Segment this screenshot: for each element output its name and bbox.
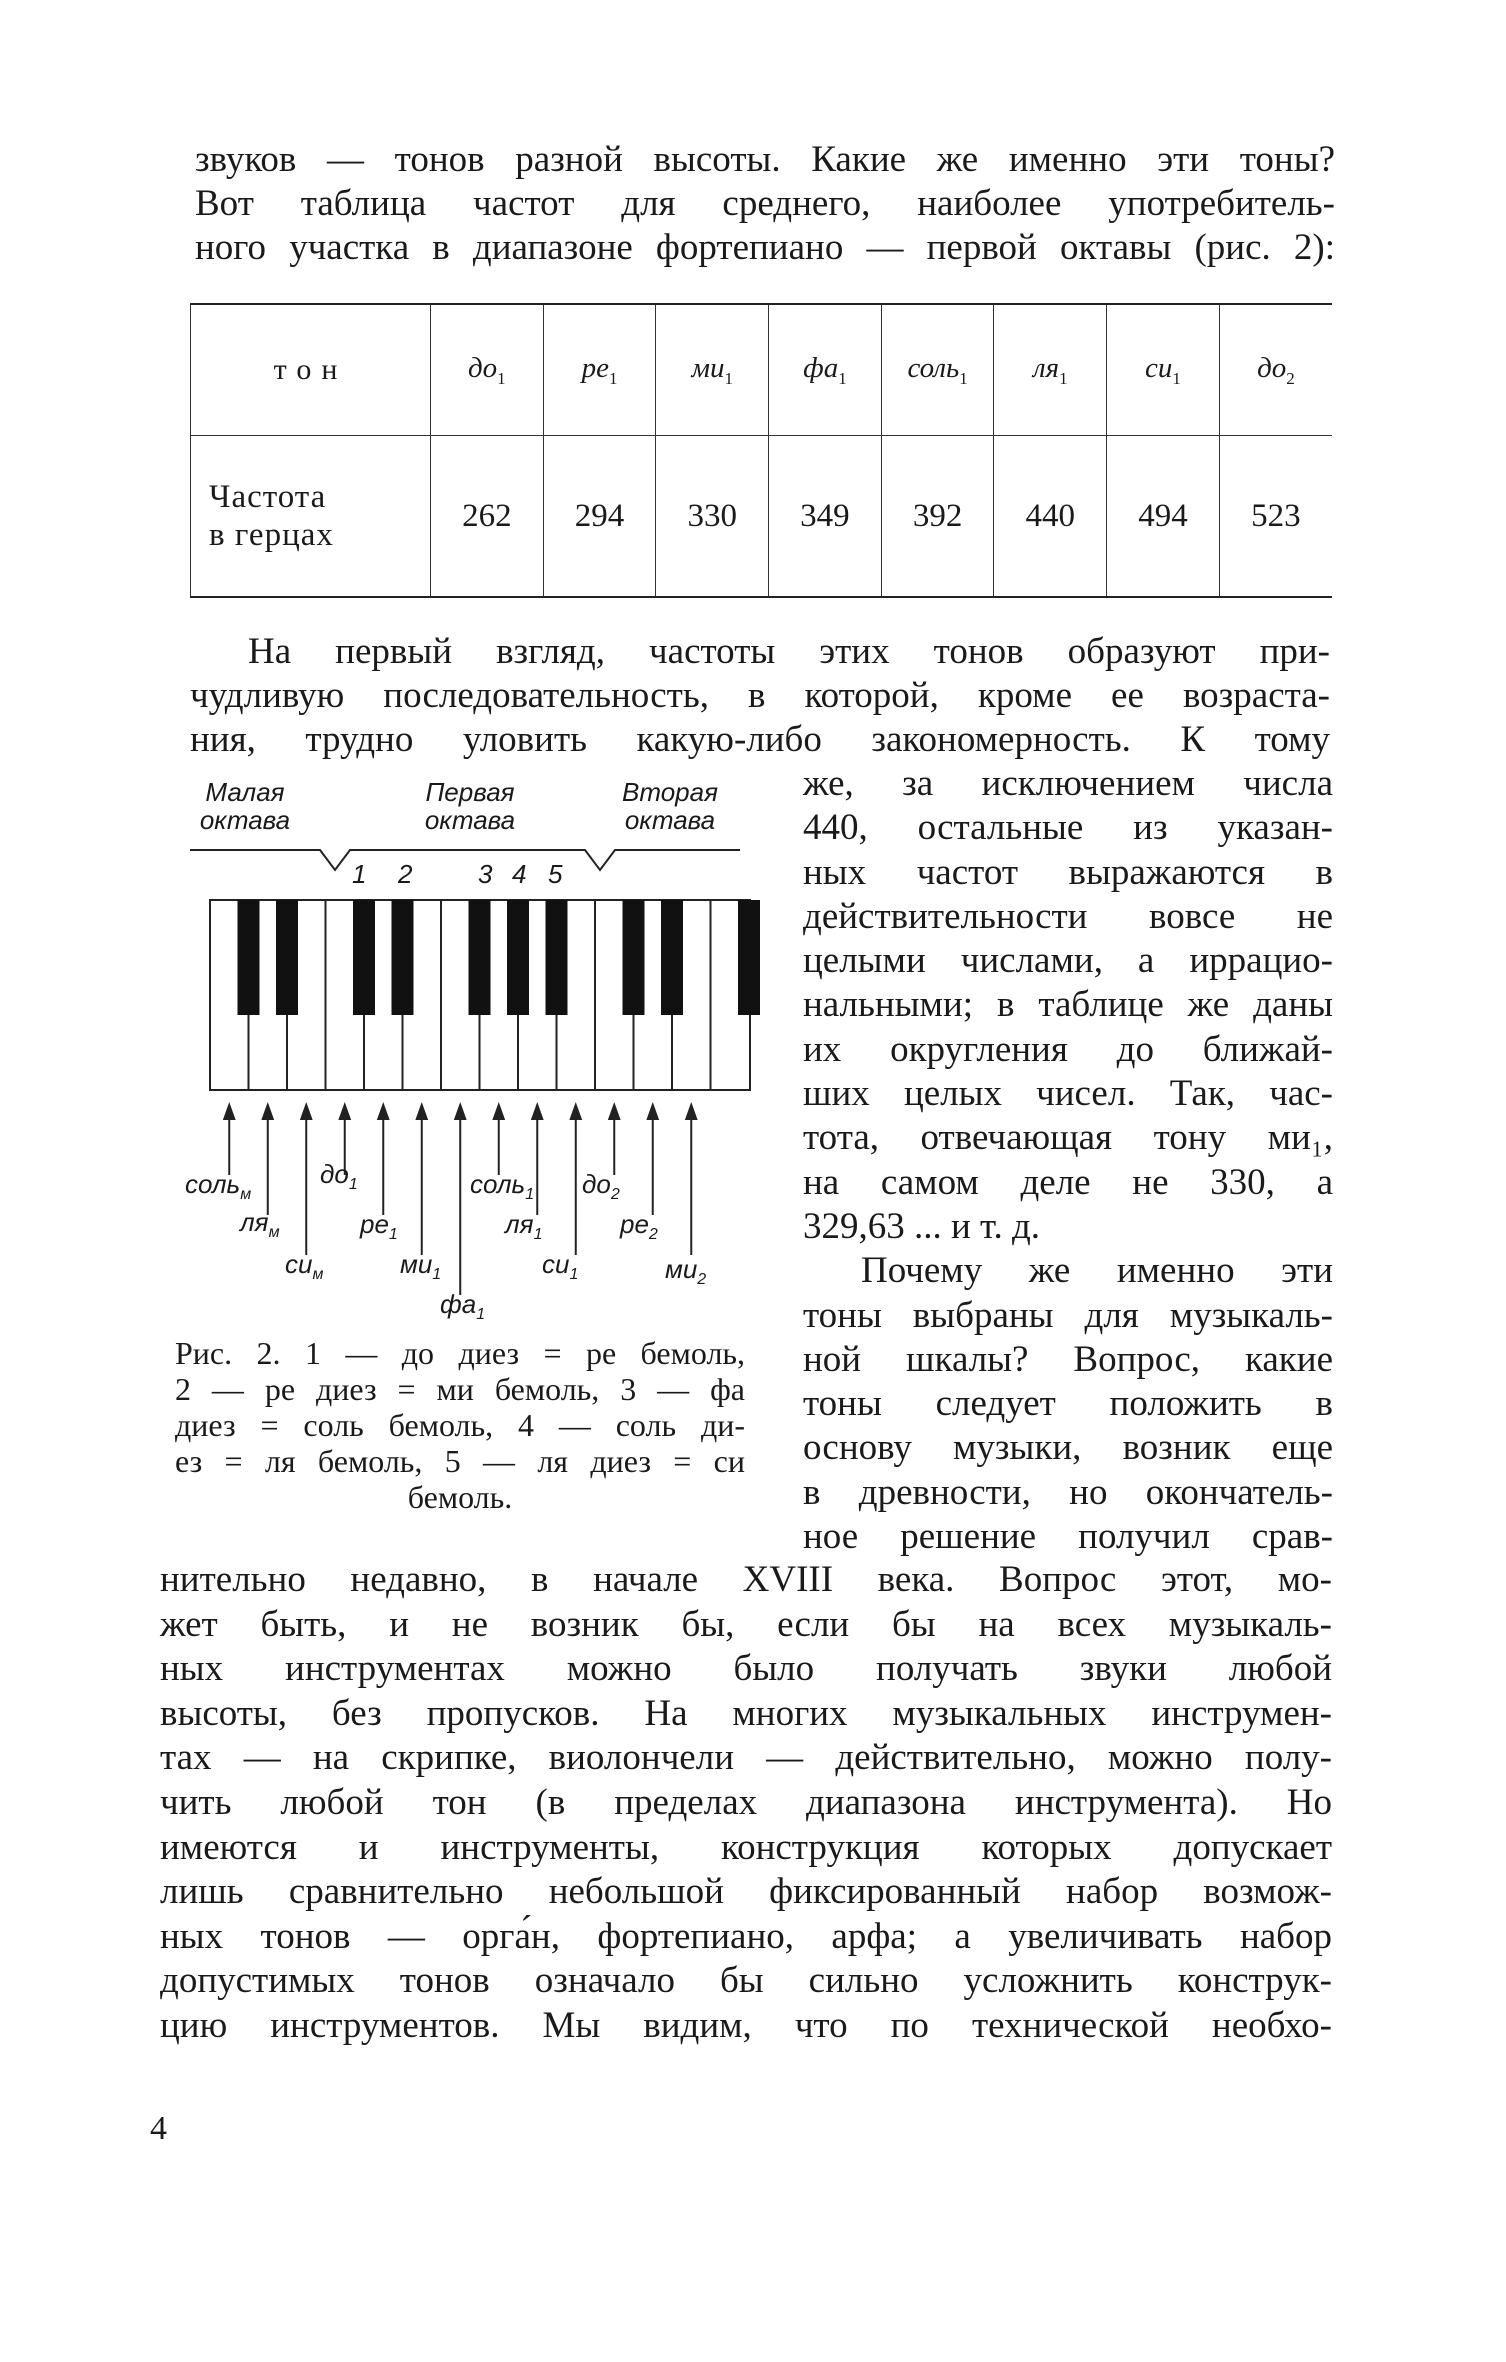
octave-bracket [190,850,740,870]
arrow-head [340,1105,350,1119]
piano-keyboard-figure [185,770,760,1330]
tone-cell: $ре_1$ [543,304,656,436]
arrow-head [571,1105,581,1119]
text-line: высоты, без пропусков. На многих музыкальных инструмен- [160,1692,1332,1734]
black-key [392,900,414,1015]
text-line: ших целых чисел. Так, час- [803,1073,1333,1115]
arrow-head [686,1105,696,1119]
black-key [546,900,568,1015]
tone-cell: $до_1$ [431,304,544,436]
tone-cell: $ми_1$ [656,304,769,436]
page-number: 4 [150,2110,167,2147]
black-key [469,900,491,1015]
caption-line: 2 — ре диез = ми бемоль, 3 — фа [175,1371,745,1407]
arrow-head [378,1105,388,1119]
text-line: звуков — тонов разной высоты. Какие же именно эти тоны? [195,139,1335,180]
text-line: 329,63 ... и т. д. [803,1205,1041,1247]
tone-cell: $ля_1$ [994,304,1107,436]
row-label: Частота в герцах [191,436,431,598]
text-line: ного участка в диапазоне фортепиано — первой октавы (рис. 2): [195,227,1335,268]
note-label-re1: $ре_1$ [360,1209,398,1244]
paragraph-intro [195,138,1335,270]
text-line: ной шкалы? Вопрос, какие [803,1338,1333,1380]
text-line: ное решение получил срав- [803,1516,1333,1558]
text-line: нительно недавно, в начале XVIII века. Вопрос этот, мо- [160,1559,1332,1600]
text-line: тах — на скрипке, виолончели — действительно, можно полу- [160,1737,1332,1779]
text-line: целыми числами, а иррацио- [803,940,1333,982]
text-line: ных тонов — орга́н, фортепиано, арфа; а увеличивать набор [160,1915,1332,1957]
text-line: чить любой тон (в пределах диапазона инструмента). Но [160,1781,1332,1823]
label-first-octave: Первая октава [424,777,516,835]
arrow-head [494,1105,504,1119]
text-line: цию инструментов. Мы видим, что по технической необхо- [160,2004,1332,2046]
text-line: тоны следует положить в [803,1383,1333,1425]
arrow-head [609,1105,619,1119]
text-line: в древности, но окончатель- [803,1471,1333,1513]
frequency-cell: 523 [1219,436,1332,598]
tone-cell: $фа_1$ [769,304,882,436]
table-header-row [191,304,1333,436]
frequency-cell: 440 [994,436,1107,598]
caption-line: ез = ля бемоль, 5 — ля диез = си [175,1443,745,1479]
text-line: основу музыки, возник еще [803,1427,1333,1469]
black-key [276,900,298,1015]
black-key-number: 1 [352,859,367,889]
text-line: На первый взгляд, частоты этих тонов образуют при- [248,631,1330,672]
frequency-cell: 330 [656,436,769,598]
frequency-cell: 294 [543,436,656,598]
text-line: Почему же именно эти [861,1250,1333,1292]
note-label-do1: $до_1$ [320,1159,358,1194]
black-key-number: 3 [478,859,493,889]
black-key-number: 2 [398,859,413,889]
note-label-sol-m: соль$_м$ [185,1169,252,1204]
frequency-table [190,303,1332,598]
text-line: ных инструментах можно было получать звуки любой [160,1648,1332,1690]
text-line: допустимых тонов означало бы сильно усложнить конструк- [160,1960,1332,2002]
note-label-do2: $до_2$ [582,1169,620,1204]
text-line: ния, трудно уловить какую-либо закономерность. К тому [190,719,1330,760]
black-key [353,900,375,1015]
table-header-label: тон [191,304,431,436]
note-label-mi2: $ми_2$ [665,1254,707,1289]
paragraph-bottom [160,1558,1332,2049]
label-small-octave: Малая октава [199,777,291,835]
text-line: ных частот выражаются в [803,851,1333,893]
arrow-head [224,1105,234,1119]
text-line: чудливую последовательность, в которой, кроме ее возраста- [190,675,1330,716]
black-key [238,900,260,1015]
text-line: 440, остальные из указан- [803,807,1333,849]
caption-line: Рис. 2. 1 — до диез = ре бемоль, [175,1335,745,1371]
caption-line: диез = соль бемоль, 4 — соль ди- [175,1407,745,1443]
text-line: их округления до ближай- [803,1028,1333,1070]
text-line: же, за исключением числа [803,763,1333,804]
note-label-mi1: $ми_1$ [400,1249,442,1284]
text-line: жет быть, и не возник бы, если бы на всех музыкаль- [160,1603,1332,1645]
text-line: на самом деле не 330, а [803,1161,1333,1203]
tone-cell: соль$_1$ [881,304,994,436]
arrow-head [263,1105,273,1119]
note-label-fa1: $фа_1$ [440,1289,486,1324]
black-key-number: 4 [512,859,527,889]
table-frequency-row [191,436,1333,598]
text-line: действительности вовсе не [803,895,1333,937]
note-label-si1: $си_1$ [542,1249,579,1284]
black-key-number: 5 [548,859,563,889]
frequency-cell: 392 [881,436,994,598]
arrow-head [417,1105,427,1119]
note-label-re2: $ре_2$ [620,1209,658,1244]
figure-caption [175,1335,745,1515]
arrow-head [455,1105,465,1119]
note-label-sol1: соль$_1$ [470,1169,535,1204]
note-label-lya1: $ля_1$ [505,1209,543,1244]
keyboard [210,900,760,1090]
text-line: лишь сравнительно небольшой фиксированный набор возмож- [160,1871,1332,1913]
arrow-head [532,1105,542,1119]
arrow-head [301,1105,311,1119]
text-line: тоны выбраны для музыкаль- [803,1294,1333,1336]
text-line: Вот таблица частот для среднего, наиболее употребитель- [195,183,1335,224]
note-label-lya-m: $ля_м$ [240,1207,280,1242]
frequency-cell: 349 [769,436,882,598]
tone-cell: $си_1$ [1107,304,1220,436]
label-second-octave: Вторая октава [622,777,718,835]
note-label-si-m: $си_м$ [285,1249,324,1284]
black-key [507,900,529,1015]
paragraph-first-glance [190,630,1330,762]
frequency-cell: 262 [431,436,544,598]
octave-brackets [190,850,740,870]
frequency-cell: 494 [1107,436,1220,598]
arrow-head [648,1105,658,1119]
side-column-text [803,762,1333,1559]
black-key [661,900,683,1015]
caption-line: бемоль. [407,1479,513,1515]
tone-cell: $до_2$ [1219,304,1332,436]
text-line: нальными; в таблице же даны [803,984,1333,1026]
black-key [623,900,645,1015]
text-line: тота, отвечающая тону ми₁, [803,1117,1333,1159]
text-line: имеются и инструменты, конструкция которых допускает [160,1826,1332,1868]
black-key [738,900,760,1015]
